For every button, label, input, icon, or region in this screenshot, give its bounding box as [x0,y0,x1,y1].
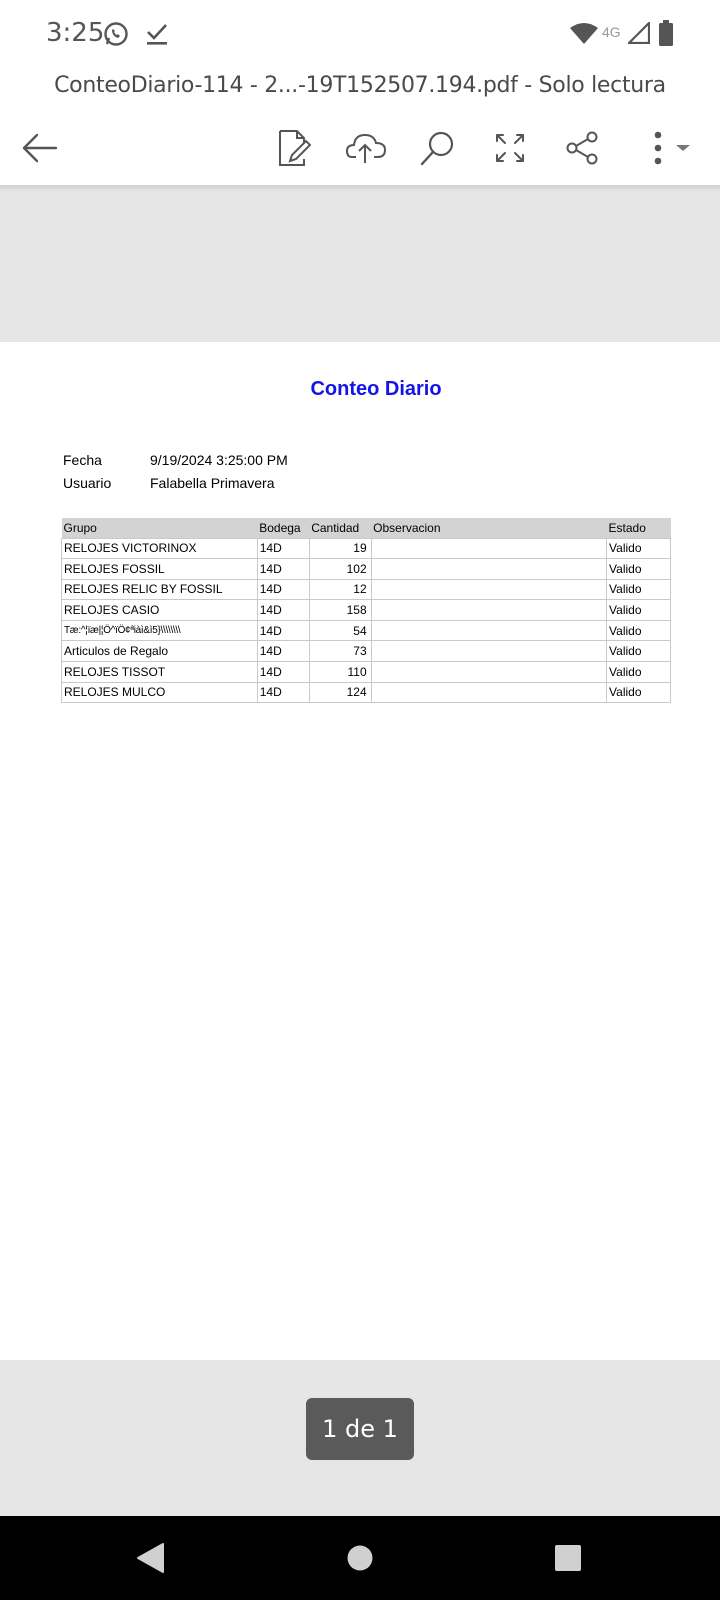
cell-cantidad: 124 [309,682,371,703]
fecha-label: Fecha [63,452,102,468]
cell-cantidad: 102 [309,559,371,580]
cell-observacion [371,579,606,600]
title-bar [0,68,720,108]
status-bar [0,0,720,70]
cell-grupo: Tæ:^¦ïæ|¦Ö^ïÖ¢ªiàì&ì5}\\\\\\\\ [62,620,258,641]
status-time: 3:25 [46,18,105,48]
report-title: Conteo Diario [310,378,442,400]
cell-cantidad: 12 [309,579,371,600]
table-row [62,600,671,621]
table-row [62,620,671,641]
header-bodega: Bodega [257,518,309,538]
search-button[interactable] [410,120,466,176]
cell-observacion [371,641,606,662]
cell-observacion [371,662,606,683]
cell-bodega: 14D [257,600,309,621]
fecha-row [63,452,288,468]
cell-observacion [371,600,606,621]
table-header-row [62,518,671,538]
edit-button[interactable] [266,120,322,176]
back-arrow-icon [22,133,58,163]
page-indicator: 1 de 1 [306,1398,414,1460]
cloud-upload-icon [346,131,386,165]
upload-button[interactable] [338,120,394,176]
search-icon [420,130,456,166]
table-row [62,538,671,559]
whatsapp-icon [103,21,129,52]
cell-bodega: 14D [257,682,309,703]
nav-home-button[interactable] [338,1536,382,1580]
wifi-icon [570,22,598,49]
toolbar-shadow [0,185,720,191]
fecha-value: 9/19/2024 3:25:00 PM [150,452,288,468]
cell-cantidad: 110 [309,662,371,683]
viewer-background-top [0,186,720,342]
download-done-icon [146,22,168,51]
header-observacion: Observacion [371,518,606,538]
more-options-icon [648,130,692,166]
usuario-label: Usuario [63,475,112,491]
cell-observacion [371,538,606,559]
header-cantidad: Cantidad [309,518,371,538]
edit-document-icon [277,129,311,167]
cell-estado: Valido [607,579,671,600]
header-grupo: Grupo [62,518,258,538]
more-options-button[interactable] [640,120,700,176]
fullscreen-button[interactable] [482,120,538,176]
cell-estado: Valido [607,600,671,621]
signal-icon [628,22,650,49]
cell-observacion [371,559,606,580]
header-estado: Estado [607,518,671,538]
table-row [62,641,671,662]
cell-cantidad: 19 [309,538,371,559]
cell-bodega: 14D [257,559,309,580]
conteo-table [61,518,671,703]
cell-grupo: RELOJES FOSSIL [62,559,258,580]
nav-back-icon [135,1542,165,1574]
cell-estado: Valido [607,641,671,662]
cell-grupo: RELOJES MULCO [62,682,258,703]
cell-grupo: RELOJES TISSOT [62,662,258,683]
cell-bodega: 14D [257,620,309,641]
system-nav-bar [0,1516,720,1600]
nav-home-icon [346,1544,374,1572]
cell-grupo: Articulos de Regalo [62,641,258,662]
cell-observacion [371,620,606,641]
cell-bodega: 14D [257,641,309,662]
usuario-value: Falabella Primavera [150,475,275,491]
cell-estado: Valido [607,682,671,703]
cell-cantidad: 73 [309,641,371,662]
table-row [62,662,671,683]
cell-estado: Valido [607,538,671,559]
document-title: ConteoDiario-114 - 2...-19T152507.194.pdf - Solo lectura [54,73,666,98]
cell-grupo: RELOJES CASIO [62,600,258,621]
back-button[interactable] [12,120,68,176]
pdf-page[interactable] [0,342,720,1360]
cell-bodega: 14D [257,579,309,600]
cell-cantidad: 54 [309,620,371,641]
battery-icon [658,20,674,51]
toolbar [0,110,720,186]
network-type-label: 4G [602,24,621,40]
table-row [62,579,671,600]
cell-grupo: RELOJES RELIC BY FOSSIL [62,579,258,600]
cell-grupo: RELOJES VICTORINOX [62,538,258,559]
nav-recents-icon [554,1544,582,1572]
cell-observacion [371,682,606,703]
cell-estado: Valido [607,620,671,641]
cell-estado: Valido [607,559,671,580]
cell-cantidad: 158 [309,600,371,621]
cell-bodega: 14D [257,662,309,683]
nav-recents-button[interactable] [546,1536,590,1580]
share-icon [565,131,599,165]
usuario-row [63,475,275,491]
cell-bodega: 14D [257,538,309,559]
fullscreen-icon [494,132,526,164]
share-button[interactable] [554,120,610,176]
nav-back-button[interactable] [128,1536,172,1580]
table-row [62,682,671,703]
table-row [62,559,671,580]
cell-estado: Valido [607,662,671,683]
